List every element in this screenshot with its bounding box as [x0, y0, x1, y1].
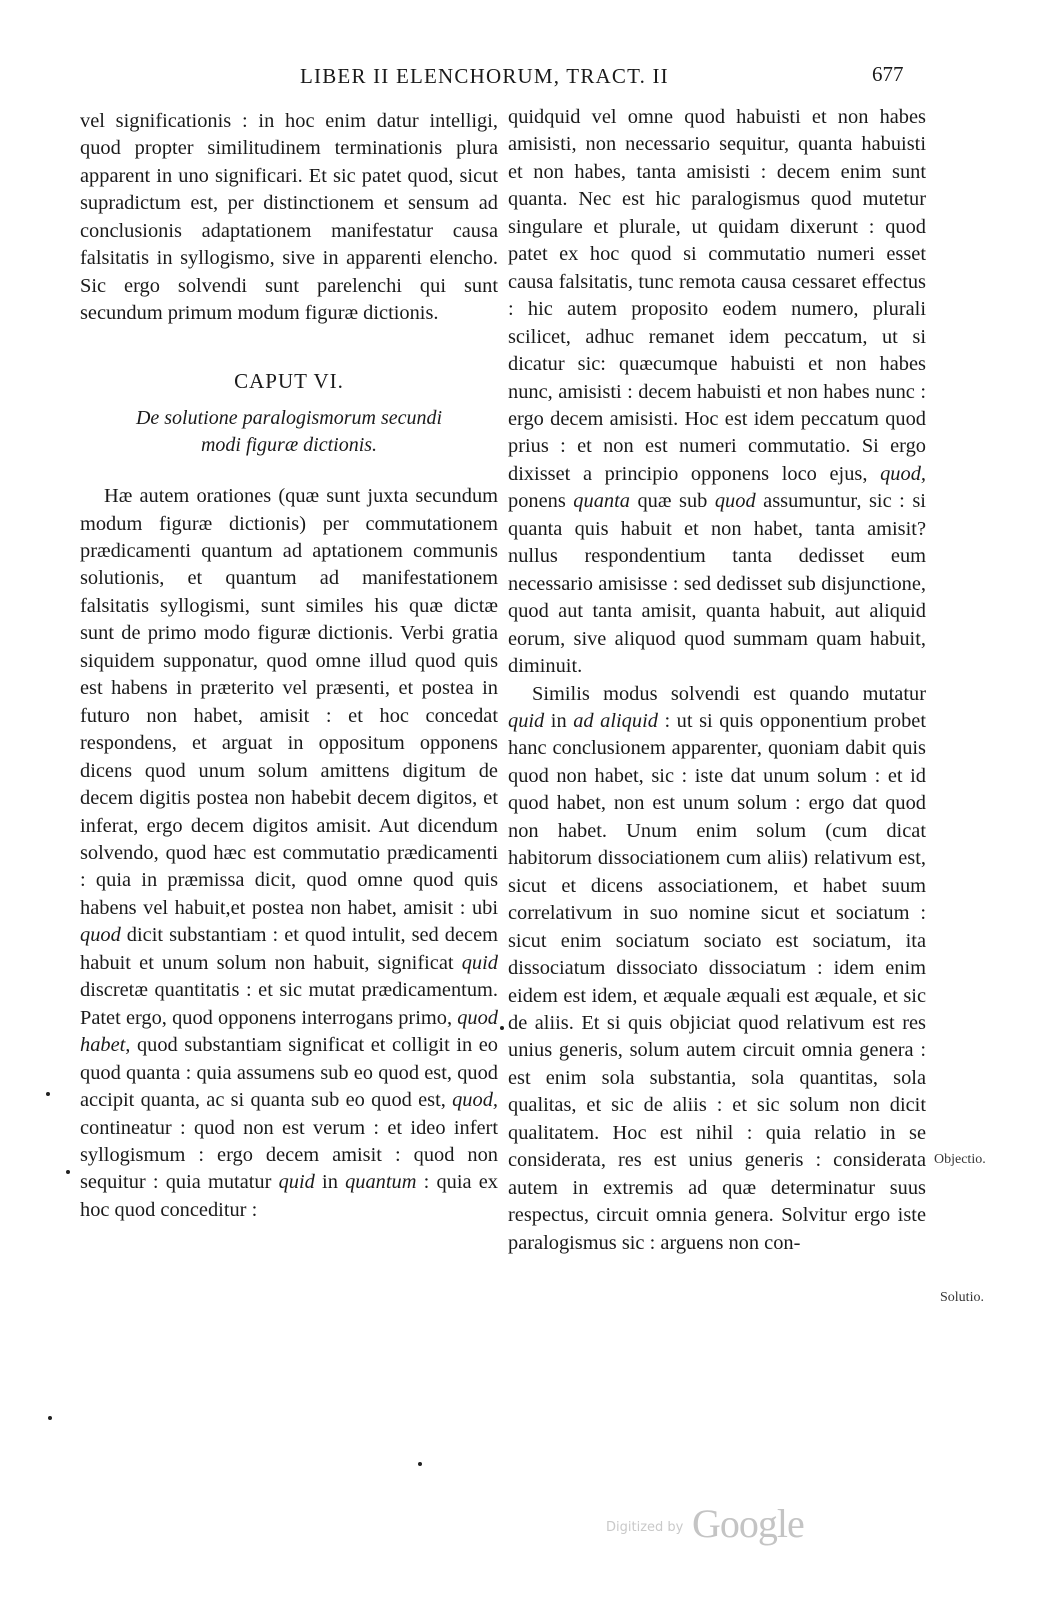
italic-term: quantum	[345, 1171, 417, 1194]
text-run: Hæ autem orationes (quæ sunt juxta secundum modum figuræ dictionis) per commutationem prædicamenti quantum ad aptationem communis solutionis, et quantum ad manifestationem falsitatis syllogismi, sunt similes his quæ dictæ sunt de primo modo figuræ dictionis. Verbi gratia siquidem supponatur, quod omne illud quod quis est habens in præterito vel præsenti, et postea in futuro non habet, amisit : et hoc concedat respondens, et arguat in oppositum opponens dicens quod unum solum amittens digitum de decem digitis postea non habebit decem digitos, et inferat, ergo decem digitos amisit. Aut dicendum solvendo, quod hæc est commutatio prædicamenti : quia in præmissa dicit, quod omne quod quis habens vel habuit,et postea non habet, amisit : ubi	[80, 485, 498, 919]
digitized-by-label: Digitized by	[606, 1520, 684, 1535]
italic-term: quod	[80, 924, 121, 947]
text-run: ponens	[508, 490, 574, 513]
text-run: dicit substantiam : et quod intulit, sed decem habuit et unum solum non habuit, significat	[80, 924, 498, 974]
text-run: quidquid vel omne quod habuisti et non habes amisisti, non necessario sequitur, quanta habuisti et non habes, tanta amisisti : decem enim sunt quanta. Nec est hic paralogismus quod mutetur singulare et plurale, ut quidam dixerunt : quod patet ex hoc quod si commutatio numeri esset causa falsitatis, tunc remota causa cessaret effectus : hic autem proposito eodem numero, plurali scilicet, adhuc remanet idem peccatum, ut si dicatur sic: quæcumque habuisti et non habes nunc, amisisti : decem habuisti et non habes nunc : ergo decem amisisti. Hoc est idem peccatum quod prius : et non est numeri commutatio. Si ergo dixisset a principio opponens loco ejus,	[508, 106, 926, 485]
chapter-subtitle-line-1: De solutione paralogismorum secundi	[135, 407, 443, 430]
italic-term: quid	[461, 951, 498, 974]
italic-term: quod	[714, 490, 756, 513]
stray-dot	[46, 1092, 50, 1096]
chapter-subtitle	[80, 405, 498, 459]
chapter-subtitle-line-2: modi figuræ dictionis.	[200, 434, 378, 457]
text-run: : quia ex hoc quod conceditur :	[80, 1171, 498, 1221]
text-run: quæ sub	[629, 490, 715, 513]
right-column	[508, 104, 926, 1257]
stray-dot	[48, 1416, 52, 1420]
chapter-title: CAPUT VI.	[234, 368, 344, 393]
margin-note-objectio: Objectio.	[934, 1152, 986, 1167]
right-continuation-paragraph	[508, 104, 926, 681]
text-run: : ut si quis opponentium probet hanc conclusionem apparenter, quoniam dabit quis quod non habet, sic : iste dat unum solum : et id quod habet, non est unum solum : ergo dat quod non habet. Unum enim solum (cum dicat habitorum dissociationem cum aliis) relativum est, sicut et dicens associationem, et habet suum correlativum in suo nomine sicut et sociatum : sicut enim sociatum sociato est sociatum, ita dissociatum dissociato dissociatum : idem enim eidem est idem, et æquale æquali est æquale, et sic de aliis. Et si quis objiciat quod relativum est res unius generis, solum autem circuit omnia genera : est enim sola substantia, sola quantitas, sola qualitas, et sic de aliis : et sic solum non dicit qualitatem. Hoc est nihil : quia relatio in se considerata, res est unius generis : considerata autem in extremis ad quæ determinatur suus respectus, circuit omnia genera. Solvitur ergo iste paralogismus sic : arguens non con-	[508, 709, 927, 1254]
italic-term: ad aliquid	[573, 709, 658, 732]
text-run: in	[544, 709, 574, 732]
stray-dot	[418, 1462, 422, 1466]
left-body-paragraph	[80, 483, 498, 1224]
italic-term: quid	[278, 1171, 315, 1194]
google-logo: Google	[692, 1501, 804, 1546]
text-run: contineatur : quod non est verum : et ideo infert syllogismum : ergo decem amisit : quod non sequitur : quia mutatur	[80, 1116, 498, 1194]
text-run: Similis modus solvendi est quando mutatur	[532, 682, 926, 705]
left-intro-paragraph: vel significationis : in hoc enim datur intelligi, quod propter similitudinem terminationis plura apparent in uno significari. Et sic patet quod, sicut supradictum est, per distinctionem et sensum ad conclusionis adaptationem manifestatur causa falsitatis in syllogismo, sive in apparenti elencho. Sic ergo solvendi sunt parelenchi qui sunt secundum primum modum figuræ dictionis.	[80, 110, 498, 325]
stray-dot	[500, 1026, 504, 1030]
italic-term: quod,	[452, 1089, 498, 1112]
text-run: discretæ quantitatis : et sic mutat prædicamentum. Patet ergo, quod opponens interrogans primo,	[80, 979, 498, 1029]
left-column	[80, 108, 498, 1224]
italic-term: quod habet,	[80, 1006, 498, 1057]
text-run: quod substantiam significat et colligit in eo quod quanta : quia assumens sub eo quod est, quod accipit quanta, ac si quanta sub eo quod est,	[80, 1034, 498, 1112]
text-run: assumuntur, sic : si quanta quis habuit et non habet, tanta amisit? nullus respondentium tanta dedisset eum necessario amisisse : sed dedisset sub disjunctione, quod aut tanta amisit, quanta habuit, aut aliquid eorum, sive aliquod quod summam quam habuit, diminuit.	[508, 490, 926, 678]
right-body-paragraph	[508, 681, 926, 1258]
page-number: 677	[872, 62, 904, 86]
margin-note-solutio: Solutio.	[940, 1290, 984, 1305]
italic-term: quod,	[880, 462, 926, 485]
italic-term: quanta	[573, 490, 630, 513]
text-run: in	[314, 1171, 346, 1194]
stray-dot	[66, 1170, 70, 1174]
running-head: LIBER II ELENCHORUM, TRACT. II	[300, 64, 669, 88]
italic-term: quid	[508, 709, 545, 732]
